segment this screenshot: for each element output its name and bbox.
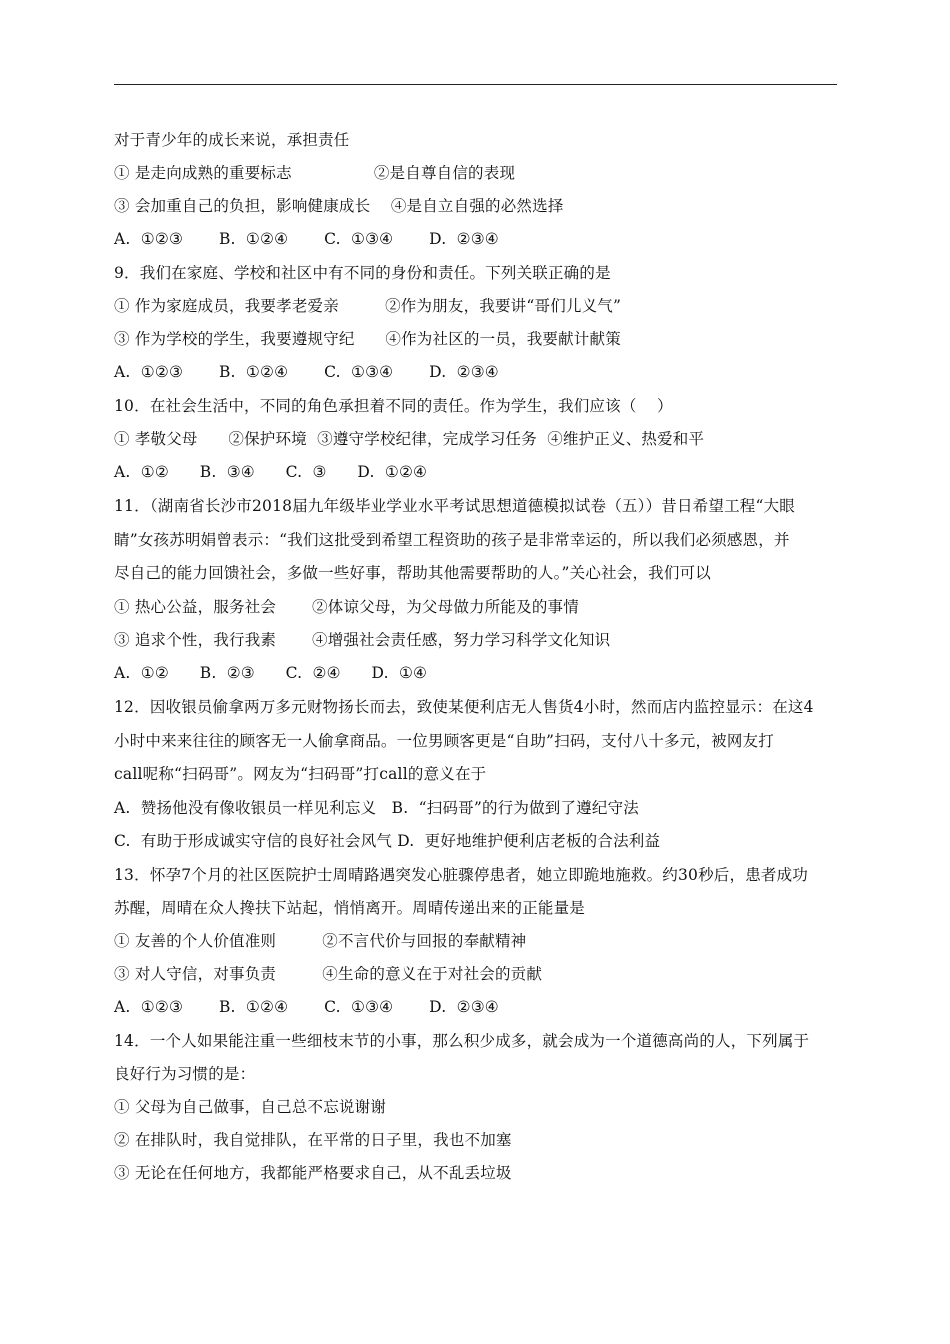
text-line: ① 友善的个人价值准则 ②不言代价与回报的奉献精神 <box>114 932 527 950</box>
text-line: A. ①② B. ③④ C. ③ D. ①②④ <box>114 463 428 481</box>
text-line: ① 是走向成熟的重要标志 ②是自尊自信的表现 <box>114 164 516 182</box>
text-line: C. 有助于形成诚实守信的良好社会风气 D. 更好地维护便利店老板的合法利益 <box>114 832 661 850</box>
text-line: 对于青少年的成长来说，承担责任 <box>114 131 350 149</box>
header-rule <box>114 84 837 85</box>
text-line: 良好行为习惯的是： <box>114 1065 256 1083</box>
text-line: A. ①②③ B. ①②④ C. ①③④ D. ②③④ <box>114 363 499 381</box>
text-line: ③ 追求个性，我行我素 ④增强社会责任感，努力学习科学文化知识 <box>114 631 611 649</box>
text-line: 睛”女孩苏明娟曾表示：“我们这批受到希望工程资助的孩子是非常幸运的，所以我们必须感恩，并 <box>114 531 790 549</box>
text-line: 14．一个人如果能注重一些细枝末节的小事，那么积少成多，就会成为一个道德高尚的人，下列属于 <box>114 1032 810 1050</box>
text-line: ③ 作为学校的学生，我要遵规守纪 ④作为社区的一员，我要献计献策 <box>114 330 621 348</box>
text-line: 12．因收银员偷拿两万多元财物扬长而去，致使某便利店无人售货4小时，然而店内监控显示：在这4 <box>114 698 814 716</box>
text-line: ② 在排队时，我自觉排队，在平常的日子里，我也不加塞 <box>114 1131 512 1149</box>
text-line: A. ①② B. ②③ C. ②④ D. ①④ <box>114 664 428 682</box>
text-line: 尽自己的能力回馈社会，多做一些好事，帮助其他需要帮助的人。”关心社会，我们可以 <box>114 564 711 582</box>
text-line: A. 赞扬他没有像收银员一样见利忘义 B. “扫码哥”的行为做到了遵纪守法 <box>114 799 639 817</box>
text-line: ③ 无论在任何地方，我都能严格要求自己，从不乱丢垃圾 <box>114 1164 512 1182</box>
text-line: ③ 对人守信，对事负责 ④生命的意义在于对社会的贡献 <box>114 965 543 983</box>
text-line: ① 父母为自己做事，自己总不忘说谢谢 <box>114 1098 387 1116</box>
text-line: 苏醒，周晴在众人搀扶下站起，悄悄离开。周晴传递出来的正能量是 <box>114 899 586 917</box>
text-line: ① 作为家庭成员，我要孝老爱亲 ②作为朋友，我要讲“哥们儿义气” <box>114 297 622 315</box>
text-line: call呢称“扫码哥”。网友为“扫码哥”打call的意义在于 <box>114 765 487 783</box>
text-line: ① 孝敬父母 ②保护环境 ③遵守学校纪律，完成学习任务 ④维护正义、热爱和平 <box>114 430 705 448</box>
text-line: 13．怀孕7个月的社区医院护士周晴路遇突发心脏骤停患者，她立即跪地施救。约30秒后，患者成功 <box>114 866 809 884</box>
text-line: A. ①②③ B. ①②④ C. ①③④ D. ②③④ <box>114 998 499 1016</box>
text-line: 小时中来来往往的顾客无一人偷拿商品。一位男顾客更是“自助”扫码，支付八十多元，被网友打 <box>114 732 774 750</box>
text-line: 9．我们在家庭、学校和社区中有不同的身份和责任。下列关联正确的是 <box>114 264 611 282</box>
text-line: ③ 会加重自己的负担，影响健康成长 ④是自立自强的必然选择 <box>114 197 564 215</box>
text-line: 11．（湖南省长沙市2018届九年级毕业学业水平考试思想道德模拟试卷（五））昔日希望工程“大眼 <box>114 497 795 515</box>
text-line: 10．在社会生活中，不同的角色承担着不同的责任。作为学生，我们应该（ ） <box>114 397 673 415</box>
text-line: A. ①②③ B. ①②④ C. ①③④ D. ②③④ <box>114 230 499 248</box>
text-line: ① 热心公益，服务社会 ②体谅父母，为父母做力所能及的事情 <box>114 598 579 616</box>
